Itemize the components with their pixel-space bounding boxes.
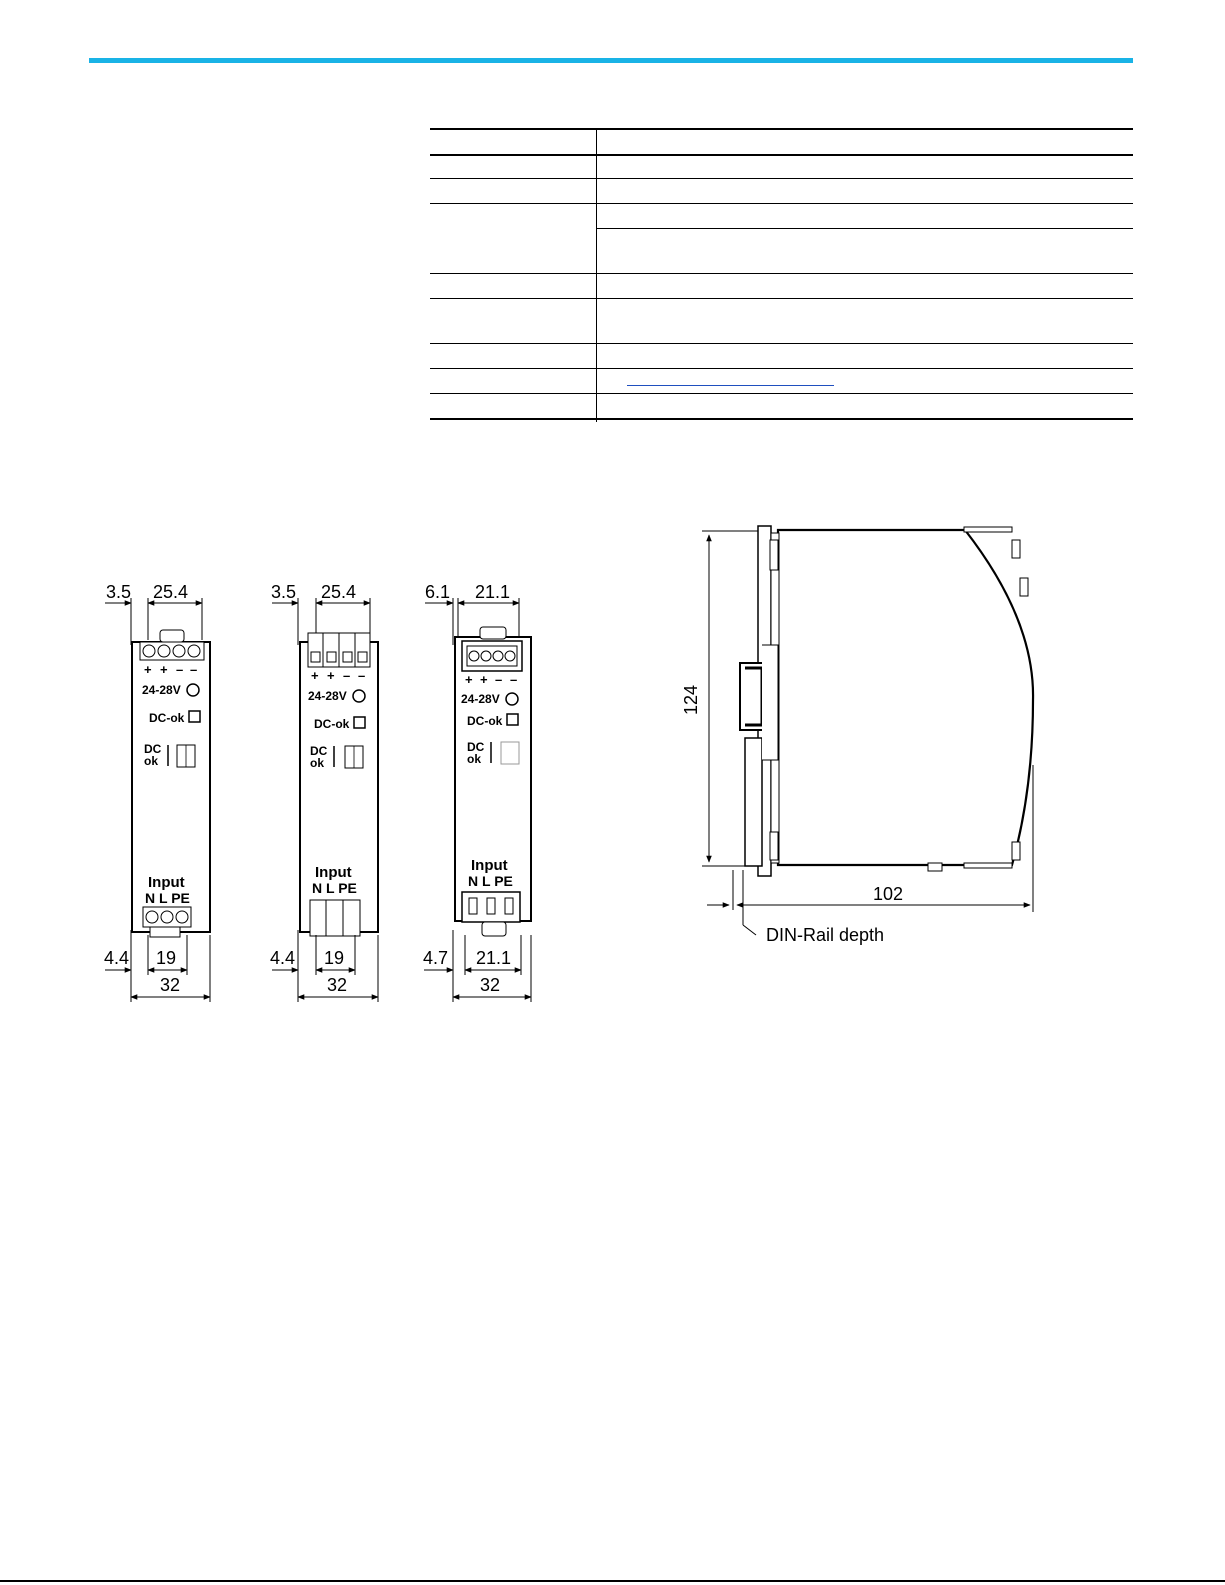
front2-voltage-label: 24-28V [308,689,347,703]
front-view-1 [104,582,210,1002]
side-housing [778,530,1033,865]
front3-dim-total: 32 [480,975,501,995]
front1-dim-bottom-right: 19 [156,948,177,968]
front3-dim-bottom-right: 21.1 [476,948,512,968]
front3-terminal-sign: – [510,672,518,687]
front2-terminal-sign: – [343,668,351,683]
front2-input-terminal [310,900,360,936]
front1-voltage-label: 24-28V [142,683,181,697]
front1-dim-bottom-left: 4.4 [104,948,130,968]
front-view-2 [270,582,378,1002]
front1-terminal-sign: – [190,662,198,677]
front2-dim-total: 32 [327,975,348,995]
front2-dim-bottom-right: 19 [324,948,345,968]
front1-dcok-label: DC-ok [149,711,185,725]
front3-voltage-label: 24-28V [461,692,500,706]
side-depth-dim: 102 [873,884,904,904]
front1-terminal-sign: – [176,662,184,677]
front2-input-pins: N L PE [312,880,357,896]
front3-terminal-sign: – [495,672,503,687]
front3-dcok-label: DC-ok [467,714,503,728]
front2-terminal-sign: + [327,668,335,683]
front1-dim-top-left: 3.5 [106,582,132,602]
front1-terminal-sign: + [144,662,152,677]
din-rail-depth-label: DIN-Rail depth [766,925,885,945]
front1-ok-label: ok [144,754,159,768]
front1-terminal-sign: + [160,662,168,677]
front1-input-terminal [143,907,191,927]
front1-input-pins: N L PE [145,890,190,906]
front3-dc-label: DC [467,740,485,754]
front2-input-label: Input [315,864,352,881]
front2-dcok-label: DC-ok [314,717,350,731]
front3-terminal-sign: + [465,672,473,687]
front3-input-terminal [462,892,520,922]
front-view-3 [423,582,531,1002]
front2-dim-top-left: 3.5 [271,582,297,602]
front3-dim-top-left: 6.1 [425,582,451,602]
front2-terminal-sign: – [358,668,366,683]
front3-ok-label: ok [467,752,482,766]
front3-dim-top-right: 21.1 [475,582,511,602]
front2-dim-bottom-left: 4.4 [270,948,296,968]
front1-input-label: Input [148,874,185,891]
front1-dim-top-right: 25.4 [153,582,189,602]
front2-ok-label: ok [310,756,325,770]
front3-dim-bottom-left: 4.7 [423,948,449,968]
front2-dc-label: DC [310,744,328,758]
footer-rule [0,1580,1225,1582]
front1-dc-label: DC [144,742,162,756]
side-view [681,526,1033,945]
front1-dim-total: 32 [160,975,181,995]
front2-dim-top-right: 25.4 [321,582,357,602]
front3-input-pins: N L PE [468,873,513,889]
front2-terminal-sign: + [311,668,319,683]
front3-terminal-sign: + [480,672,488,687]
side-height-dim: 124 [681,684,701,715]
front3-input-label: Input [471,857,508,874]
